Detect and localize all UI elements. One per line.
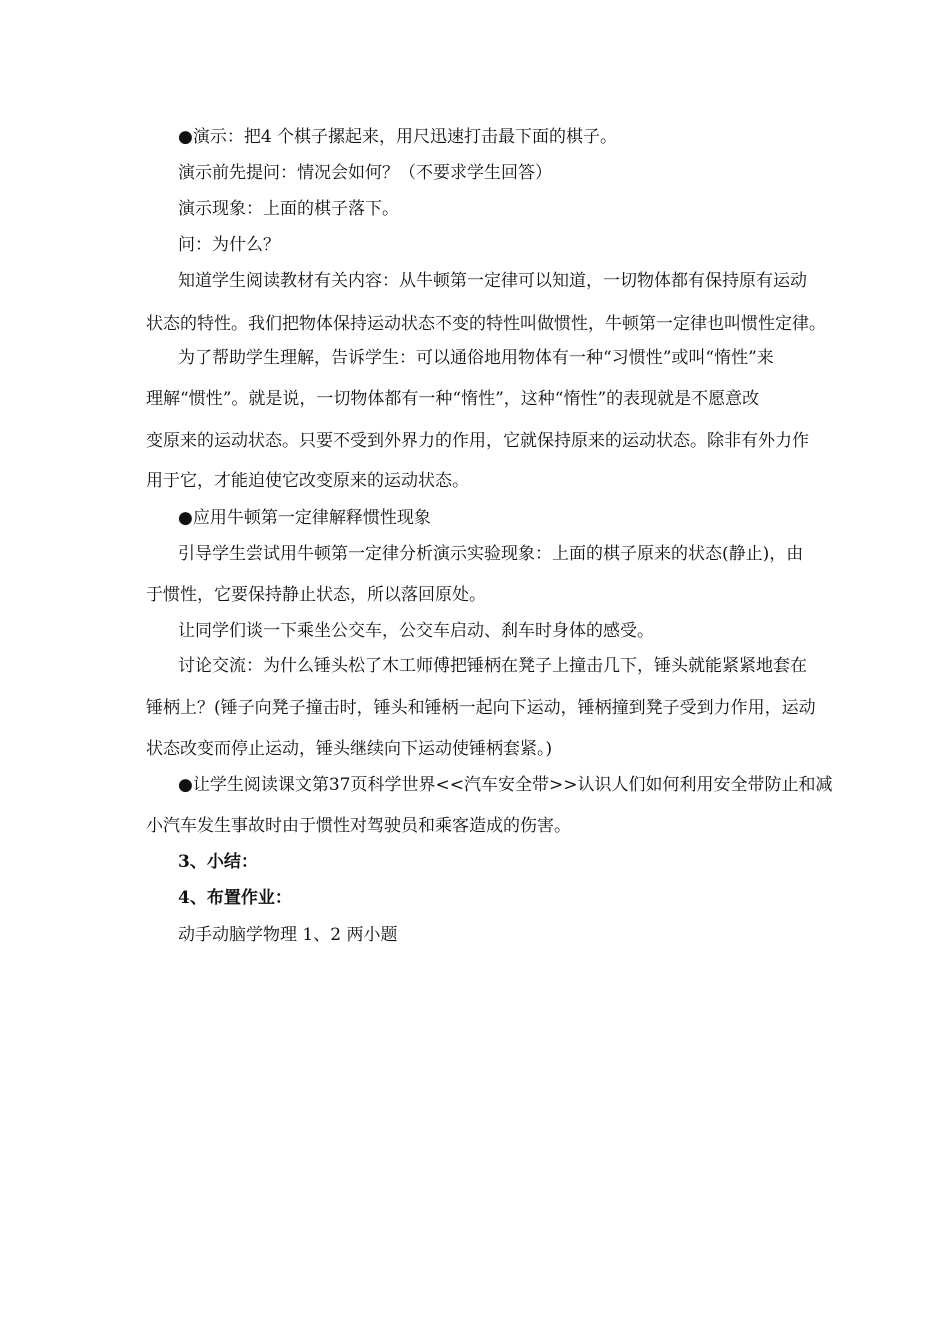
heading-homework: 4、布置作业：: [178, 888, 292, 908]
paragraph-discuss-2: 锤柄上？(锤子向凳子撞击时，锤头和锤柄一起向下运动，锤柄撞到凳子受到力作用，运动: [146, 698, 816, 718]
paragraph-phenomenon: 演示现象：上面的棋子落下。: [178, 199, 399, 219]
paragraph-explain-4: 用于它，才能迫使它改变原来的运动状态。: [146, 471, 469, 491]
paragraph-bus: 让同学们谈一下乘坐公交车，公交车启动、刹车时身体的感受。: [178, 621, 654, 641]
section-apply-heading: ●应用牛顿第一定律解释惯性现象: [178, 508, 431, 528]
paragraph-guide-1: 引导学生尝试用牛顿第一定律分析演示实验现象：上面的棋子原来的状态(静止)，由: [178, 544, 804, 564]
paragraph-reading-1: 知道学生阅读教材有关内容：从牛顿第一定律可以知道，一切物体都有保持原有运动: [178, 271, 807, 291]
paragraph-pre-question: 演示前先提问：情况会如何？（不要求学生回答）: [178, 163, 552, 183]
heading-summary: 3、小结：: [178, 852, 258, 872]
paragraph-guide-2: 于惯性，它要保持静止状态，所以落回原处。: [146, 585, 486, 605]
paragraph-seatbelt-1: ●让学生阅读课文第37页科学世界<<汽车安全带>>认识人们如何利用安全带防止和减: [178, 775, 833, 795]
paragraph-explain-1: 为了帮助学生理解，告诉学生：可以通俗地用物体有一种“习惯性”或叫“惰性”来: [178, 348, 774, 368]
paragraph-reading-2: 状态的特性。我们把物体保持运动状态不变的特性叫做惯性，牛顿第一定律也叫惯性定律。: [146, 314, 826, 334]
paragraph-demo: ●演示：把4 个棋子摞起来，用尺迅速打击最下面的棋子。: [178, 127, 618, 147]
paragraph-discuss-1: 讨论交流：为什么锤头松了木工师傅把锤柄在凳子上撞击几下，锤头就能紧紧地套在: [178, 656, 807, 676]
homework-item: 动手动脑学物理 1、2 两小题: [178, 925, 398, 945]
paragraph-question: 问：为什么？: [178, 235, 280, 255]
paragraph-seatbelt-2: 小汽车发生事故时由于惯性对驾驶员和乘客造成的伤害。: [146, 816, 571, 836]
paragraph-discuss-3: 状态改变而停止运动，锤头继续向下运动使锤柄套紧。): [146, 739, 553, 759]
paragraph-explain-2: 理解“惯性”。就是说，一切物体都有一种“惰性”，这种“惰性”的表现就是不愿意改: [146, 389, 760, 409]
paragraph-explain-3: 变原来的运动状态。只要不受到外界力的作用，它就保持原来的运动状态。除非有外力作: [146, 431, 809, 451]
